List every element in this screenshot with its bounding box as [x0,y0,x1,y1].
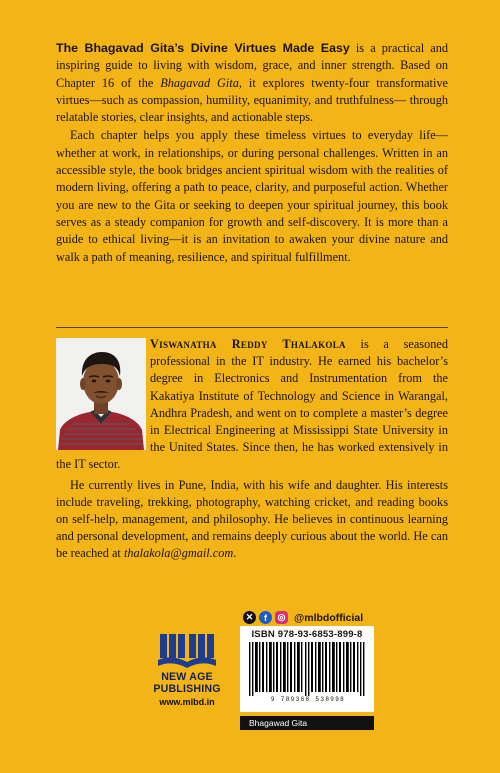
divider [56,327,448,328]
barcode-digits: 9 789368 538998 [270,696,346,703]
social-media-row [243,611,363,624]
author-bio-text: is a seasoned professional in the IT industry. He earned his bachelor’s degree in Electronics and Instrumentation from the Kakatiya Institute of Technology and Science in Warangal, Andhra Pradesh, and went on to complete a master’s degree in Electrical Engineering at Mississippi State University in the United States. Since then, he has worked extensively in the IT sector. [56,337,448,472]
barcode-icon [249,642,365,696]
author-email[interactable]: thalakola@gmail.com [123,546,234,561]
blurb-text: is a practical and inspiring guide to living with wisdom, grace, and inner strength. Based on Chapter 16 of the [56,41,448,90]
author-name: Viswanatha Reddy Thalakola [150,337,346,351]
blurb-italic-title: Bhagavad Gita [160,75,239,90]
publisher-name-line-2: PUBLISHING [153,682,221,695]
book-title: The Bhagavad Gita’s Divine Virtues Made Easy [56,41,350,55]
x-icon[interactable]: ✕ [243,611,256,624]
publisher-url[interactable]: www.mlbd.in [159,697,215,707]
publisher-name-line-1: NEW AGE [161,671,213,683]
open-book-icon [156,632,218,670]
author-bio-text: . [233,546,237,561]
social-handle[interactable]: @mlbdofficial [294,611,364,624]
instagram-icon[interactable]: ◎ [275,611,288,624]
publisher-logo [143,632,231,707]
blurb-paragraph-1 [56,40,448,126]
blurb-paragraph-2: Each chapter helps you apply these timeless virtues to everyday life—whether at work, in relationships, or during personal challenges. Written in an accessible style, the book bridges ancient spiritual wisdom with the realities of modern living, offering a path to peace, clarity, and purposeful action. Whether you are new to the Gita or seeking to deepen your spiritual journey, this book serves as a steady companion for growth and self-discovery. It is more than a guide to ethical living—it is an invitation to awaken your divine nature and walk a path of meaning, resilience, and spiritual fulfillment. [56,128,448,264]
author-paragraph-2 [56,477,448,563]
isbn-number: ISBN 978-93-6853-899-8 [251,629,363,640]
back-cover-blurb [56,40,448,266]
author-bio-text: He currently lives in Pune, India, with his wife and daughter. His interests include traveling, trekking, photography, watching cricket, and reading books on self-help, management, and philosophy. He believes in continuous learning and personal development, and remains deeply curious about the world. He can be reached at [56,477,448,561]
blurb-text: , it explores twenty-four transformative virtues—such as compassion, humility, equanimity, and truthfulness— through relatable stories, clear insights, and actionable steps. [56,75,448,125]
category-label: Bhagawad Gita [240,716,374,730]
isbn-barcode [240,626,374,712]
facebook-icon[interactable]: f [259,611,272,624]
author-bio [56,336,448,563]
